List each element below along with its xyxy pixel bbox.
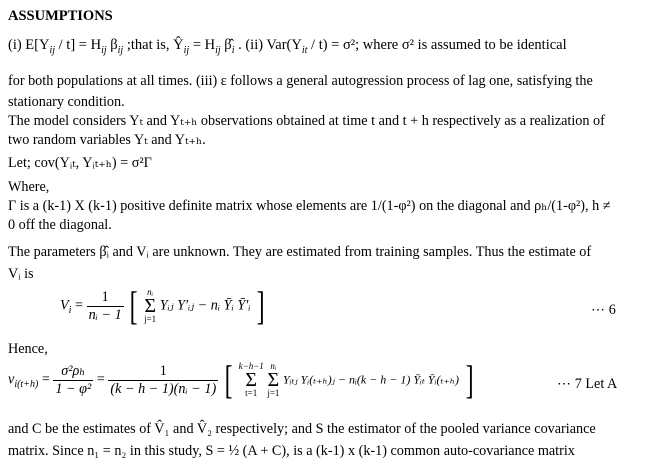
left-bracket: [ [129, 283, 138, 328]
covariance-definition: Let; cov(Yᵢₜ, Yᵢₜ₊ₕ) = σ²Γ [8, 155, 152, 171]
paragraph-line: 0 off the diagonal. [8, 217, 112, 233]
sum-lower-limit: j=1 [267, 388, 280, 398]
sum-upper-limit: nᵢ [270, 361, 277, 371]
summation-outer: k−h−1 Σ t=1 [238, 361, 264, 398]
fraction-denominator: nᵢ − 1 [88, 306, 122, 323]
assumption-ii-part: / t) = σ²; where σ² is assumed to be identical [307, 37, 567, 53]
assumptions-line: (i) $E[Y_{ij} / t] = H_{ij}$ $\beta_{ij}$ ;that is, $Ŷ_{ij} = H_{ij}$ $\betâ_i$ . (ii) $Var(Y_{it} / t) = \sigma^2$; where σ² is assumed to be identical [8, 37, 567, 56]
assumption-i-part: (i) E[Y [8, 37, 50, 53]
paragraph-line: The model considers Yₜ and Yₜ₊ₕ observations obtained at time t and t + h respectively as a realization of [8, 113, 605, 129]
paragraph-line: stationary condition. [8, 94, 125, 110]
paragraph-line: matrix. Since n₁ = n₂ in this study, S = ½ (A + C), is a (k-1) x (k-1) common auto-covariance matrix [8, 443, 575, 459]
fraction-numerator: 1 [87, 289, 124, 307]
left-bracket: [ [224, 357, 233, 402]
right-bracket: ] [465, 357, 474, 402]
assumption-i-part: ;that is, Ŷ [123, 37, 184, 53]
sum-upper-limit: k−h−1 [238, 361, 264, 371]
right-bracket: ] [256, 283, 265, 328]
equation-number-6: ⋯ 6 [591, 302, 616, 318]
paragraph-line: and C be the estimates of V̂₁ and V̂₂ respectively; and S the estimator of the pooled variance covariance [8, 421, 596, 437]
paragraph-line: two random variables Yₜ and Yₜ₊ₕ. [8, 132, 206, 148]
equation-fraction [108, 363, 218, 398]
summation: nᵢ Σ j=1 [144, 287, 157, 324]
equation-6: $V_i$ = $\frac{1}{\text{nᵢ − 1}}$ [ nᵢ Σ j=1 Yᵢⱼ Y′ᵢⱼ − nᵢ Ȳᵢ Ȳ′ᵢ ] [60, 283, 265, 328]
fraction-denominator: (k − h − 1)(nᵢ − 1) [110, 380, 217, 397]
assumption-i-part: = H [189, 37, 216, 53]
assumption-i-part: / t] = H [55, 37, 102, 53]
assumption-ii-part: . (ii) Var(Y [234, 37, 302, 53]
assumption-i-part: β̂ [220, 37, 232, 53]
equation-number-7: ⋯ 7 Let A [557, 376, 618, 392]
paragraph-line: for both populations at all times. (iii) ε follows a general autogression process of lag one, satisfying the [8, 73, 593, 89]
summation-inner: nᵢ Σ j=1 [267, 361, 280, 398]
paragraph-line: Vᵢ is [8, 266, 34, 282]
sum-lower-limit: j=1 [144, 314, 157, 324]
equation-lhs-subscript: i(t+h) [14, 379, 39, 391]
equation-fraction [87, 289, 124, 324]
equation-7: $v_{i(t+h)}$ = $\frac{\text{σ²ρₕ}}{\text{1 − φ²}}$ = $\frac{1}{\text{(k − h − 1)(nᵢ − 1)}}$ [ k−h−1 Σ t=1 nᵢ Σ j=1 Yᵢₜⱼ Yᵢ(ₜ₊ₕ)ⱼ − nᵢ(k − h − 1) Ȳᵢₜ Ȳᵢ(ₜ₊ₕ) ] [8, 357, 474, 402]
fraction-denominator: 1 − φ² [55, 380, 92, 397]
fraction-numerator: σ²ρₕ [53, 363, 93, 381]
paragraph-line: Where, [8, 179, 50, 195]
equation-body: Yᵢₜⱼ Yᵢ(ₜ₊ₕ)ⱼ − nᵢ(k − h − 1) Ȳᵢₜ Ȳᵢ(ₜ₊ₕ) [282, 372, 459, 387]
equation-lhs: v [8, 371, 15, 388]
paragraph-line: The parameters β̂ᵢ and Vᵢ are unknown. They are estimated from training samples. Thus the estimate of [8, 244, 592, 260]
section-heading: ASSUMPTIONS [8, 8, 113, 24]
equation-body: Yᵢⱼ Y′ᵢⱼ − nᵢ Ȳᵢ Ȳ′ᵢ [159, 297, 251, 314]
paragraph-line: Hence, [8, 341, 48, 357]
assumption-i-part: β [106, 37, 118, 53]
equation-lhs: V [60, 297, 69, 314]
fraction-numerator: 1 [108, 363, 218, 381]
equation-fraction [53, 363, 93, 398]
sum-lower-limit: t=1 [245, 388, 258, 398]
paragraph-line: Γ is a (k-1) X (k-1) positive definite matrix whose elements are 1/(1-φ²) on the diagonal and ρₕ/(1-φ²), h ≠ [8, 198, 611, 214]
sum-upper-limit: nᵢ [147, 287, 154, 297]
